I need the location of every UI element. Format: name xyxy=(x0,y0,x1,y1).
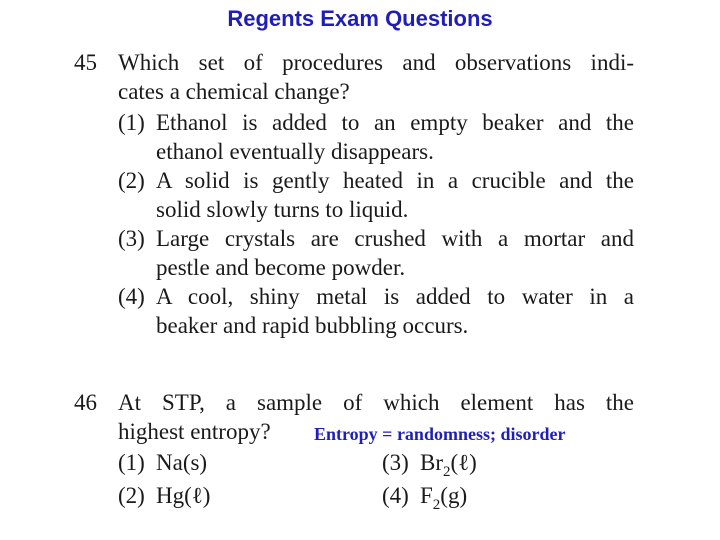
answer-choice-1 xyxy=(118,108,634,166)
choice-line: solid slowly turns to liquid. xyxy=(156,197,409,222)
choice-line: pestle and become powder. xyxy=(156,255,406,280)
choice-state: (ℓ) xyxy=(450,450,477,475)
choice-formula: Na(s) xyxy=(156,450,208,475)
choice-number: (3) xyxy=(118,226,145,251)
choice-line: Large crystals are crushed with a mortar and xyxy=(156,226,634,251)
choice-number: (2) xyxy=(118,168,145,193)
answer-choice-2 xyxy=(118,166,634,224)
question-number: 46 xyxy=(74,390,97,415)
choice-number: (4) xyxy=(382,483,409,508)
choice-formula: F xyxy=(420,483,433,508)
choice-number: (2) xyxy=(118,483,145,508)
question-45 xyxy=(74,48,634,340)
choice-formula: Hg(ℓ) xyxy=(156,483,211,508)
answer-choice-4 xyxy=(382,481,634,514)
choice-number: (1) xyxy=(118,450,145,475)
stem-line: At STP, a sample of which element has the xyxy=(118,390,634,415)
answer-choice-3 xyxy=(382,448,634,481)
question-stem xyxy=(118,48,634,106)
choice-line: beaker and rapid bubbling occurs. xyxy=(156,313,469,338)
answer-choice-4 xyxy=(118,282,634,340)
formula-subscript: 2 xyxy=(432,497,441,513)
choice-line: A cool, shiny metal is added to water in a xyxy=(156,284,634,309)
choice-line: ethanol eventually disappears. xyxy=(156,139,434,164)
answer-choice-1 xyxy=(118,448,382,481)
formula-subscript: 2 xyxy=(443,464,451,480)
entropy-annotation: Entropy = randomness; disorder xyxy=(314,424,566,444)
answer-choices xyxy=(74,108,634,340)
page-title: Regents Exam Questions xyxy=(227,6,493,31)
choice-formula: Br xyxy=(420,450,443,475)
choice-number: (3) xyxy=(382,450,409,475)
choice-number: (4) xyxy=(118,284,145,309)
answer-choice-2 xyxy=(118,481,382,514)
question-46 xyxy=(74,388,634,514)
stem-line: Which set of procedures and observations indi- xyxy=(118,50,634,75)
choice-state: (g) xyxy=(440,483,468,508)
choice-line: A solid is gently heated in a crucible and the xyxy=(156,168,634,193)
choice-number: (1) xyxy=(118,110,145,135)
question-number: 45 xyxy=(74,50,97,75)
stem-line: cates a chemical change? xyxy=(118,79,350,104)
stem-line: highest entropy? xyxy=(118,419,271,444)
answer-choices xyxy=(118,448,634,514)
choice-line: Ethanol is added to an empty beaker and the xyxy=(156,110,634,135)
answer-choice-3 xyxy=(118,224,634,282)
